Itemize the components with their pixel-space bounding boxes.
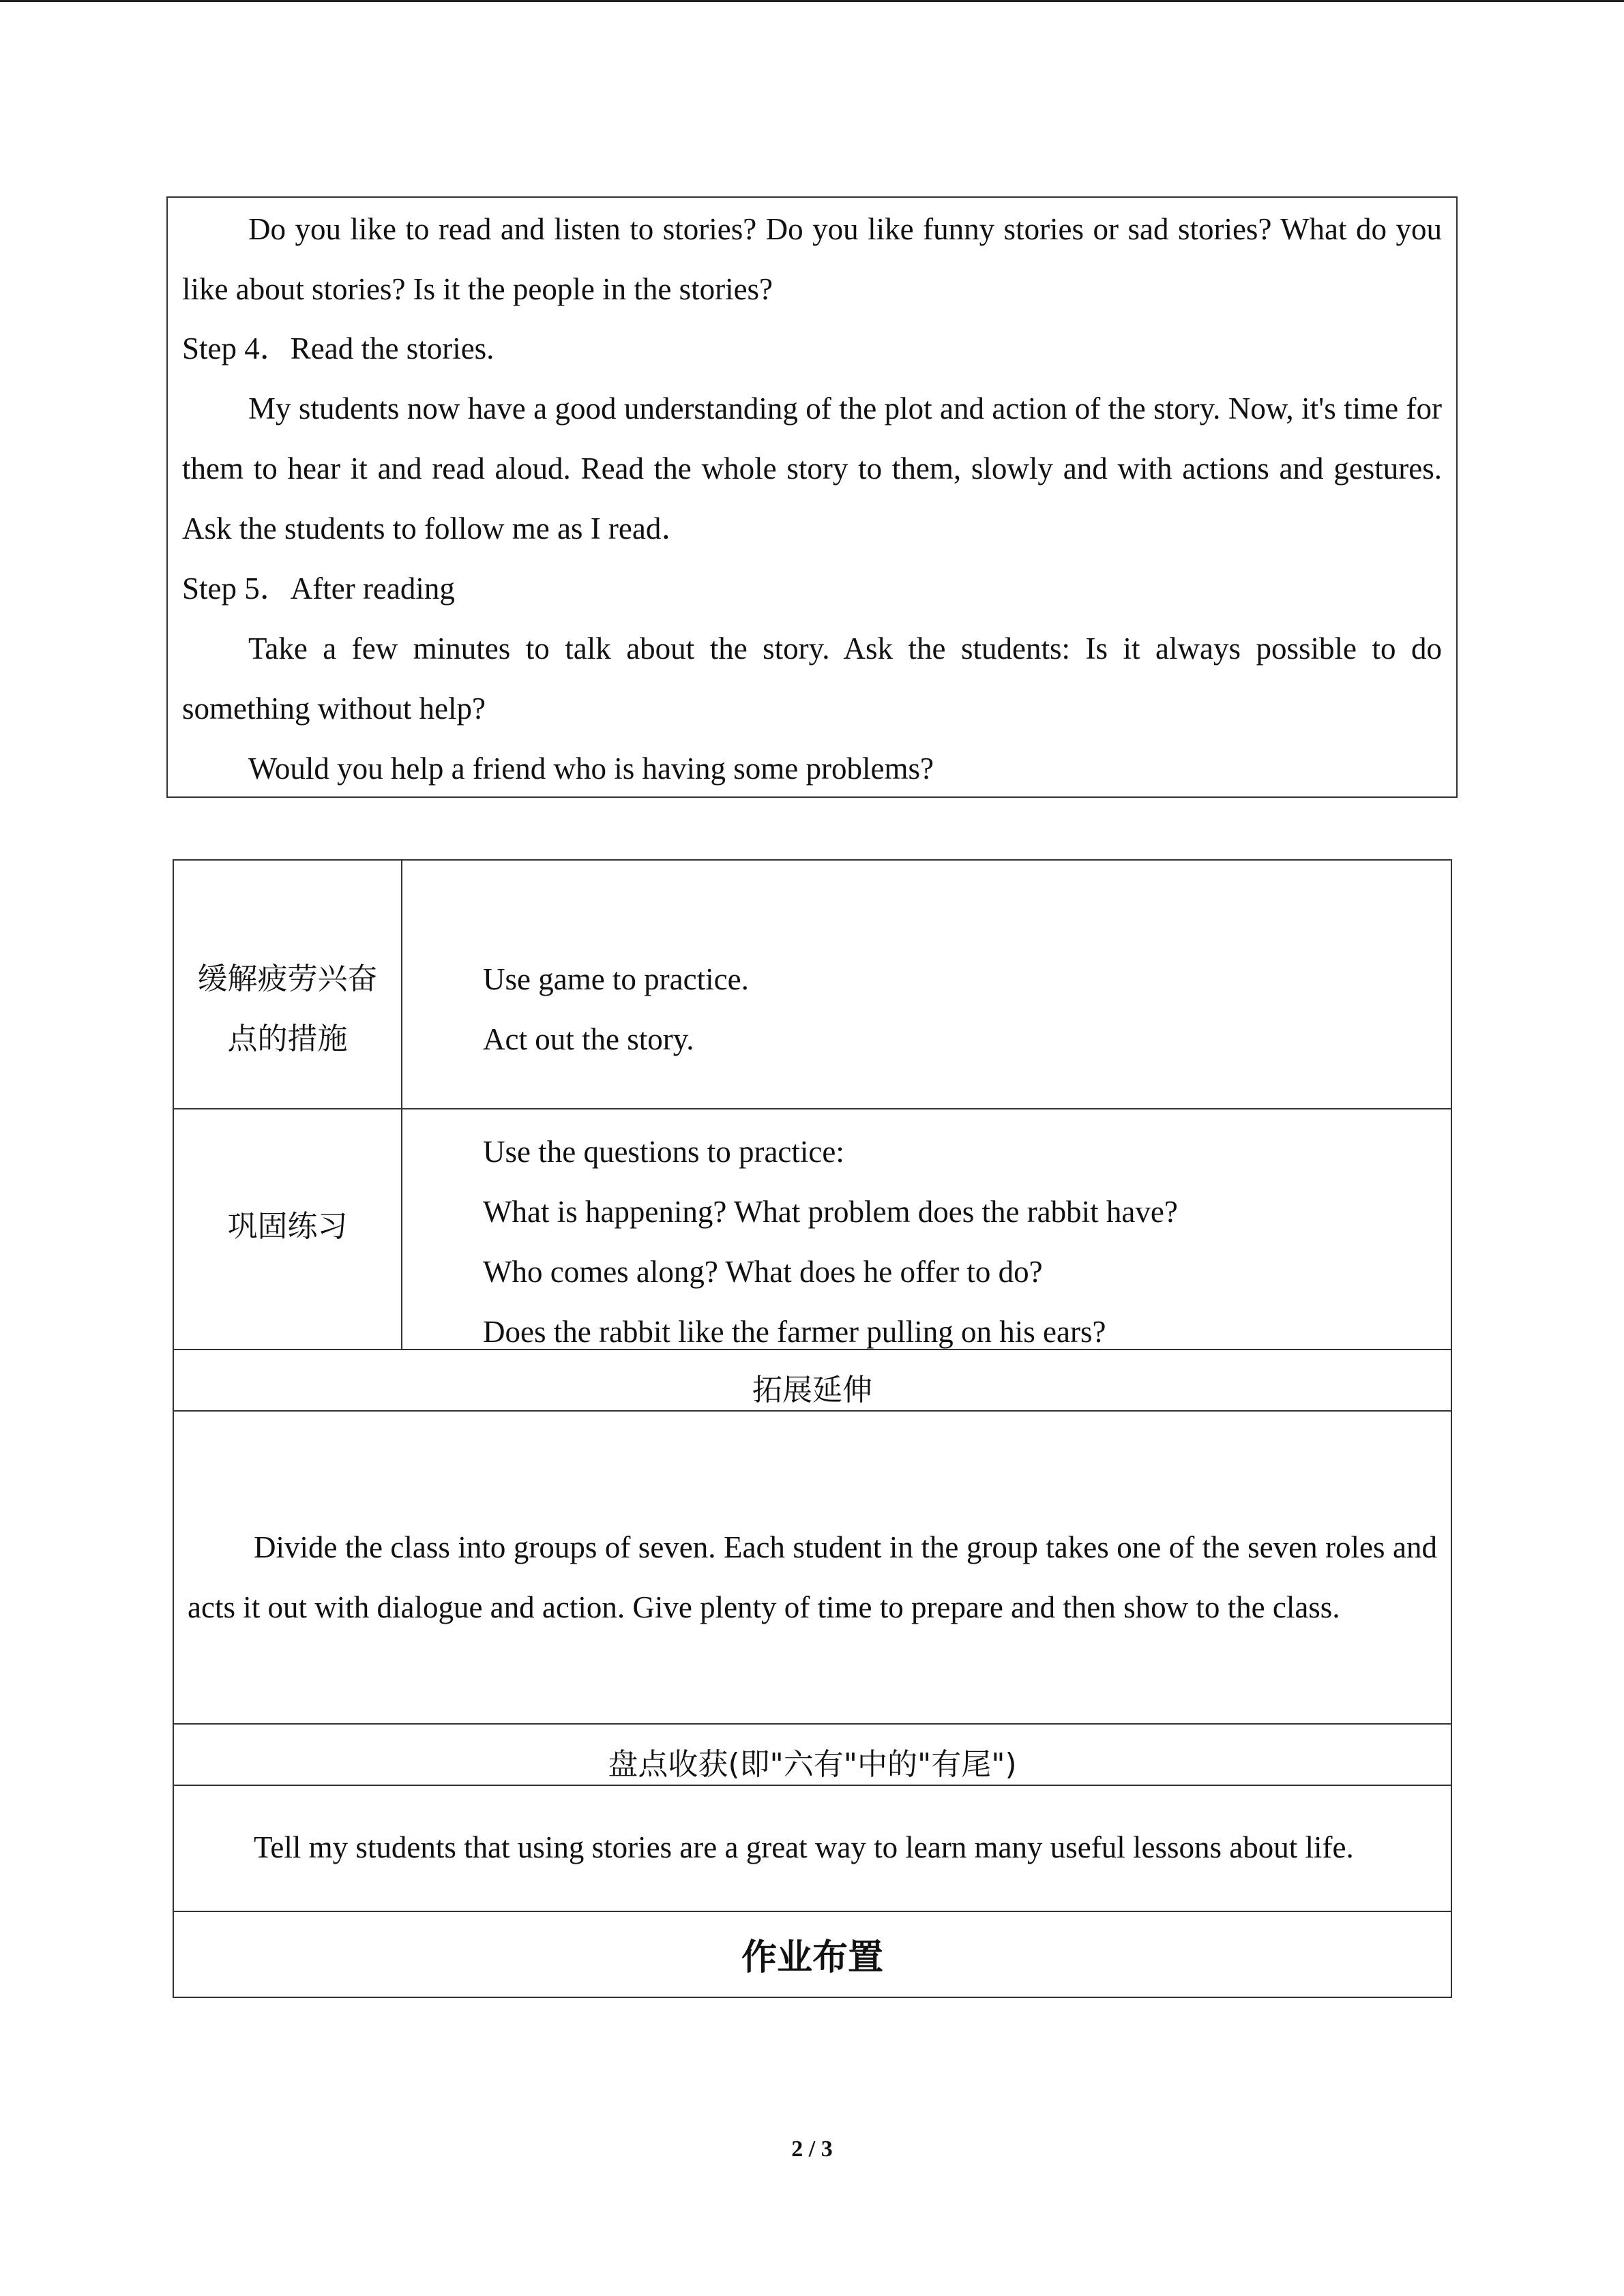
practice-line4: Does the rabbit like the farmer pulling on his ears? <box>483 1315 1106 1349</box>
row-divider <box>174 1911 1451 1912</box>
fatigue-relief-label-line1: 缓解疲劳兴奋 <box>197 961 378 996</box>
step-5-paragraph: Take a few minutes to talk about the story. Ask the students: Is it always possible to do something without help? <box>182 631 1442 726</box>
consolidation-practice-label: 巩固练习 <box>227 1209 348 1244</box>
practice-line2: What is happening? What problem does the rabbit have? <box>483 1195 1178 1229</box>
lesson-steps-box <box>166 196 1458 798</box>
homework-header: 作业布置 <box>741 1937 883 1978</box>
intro-questions-paragraph: Do you like to read and listen to stories? Do you like funny stories or sad stories? What do you like about stories? Is it the people in the stories? <box>182 212 1442 306</box>
fatigue-relief-line1: Use game to practice. <box>483 962 749 996</box>
lesson-plan-table <box>173 859 1452 1998</box>
label-column-divider <box>401 861 402 1350</box>
fatigue-relief-label-line2: 点的措施 <box>227 1022 348 1056</box>
extension-header: 拓展延伸 <box>752 1373 872 1407</box>
summary-header: 盘点收获(即"六有"中的"有尾") <box>608 1747 1017 1782</box>
practice-line1: Use the questions to practice: <box>483 1135 844 1169</box>
fatigue-relief-line2: Act out the story. <box>483 1022 694 1056</box>
top-border-line <box>0 0 1624 2</box>
row-divider <box>174 1108 1451 1109</box>
step-5-question: Would you help a friend who is having some problems? <box>248 751 934 786</box>
practice-line3: Who comes along? What does he offer to do? <box>483 1255 1043 1289</box>
step-4-heading: Step 4．Read the stories. <box>182 331 494 366</box>
page-number: 2 / 3 <box>791 2136 833 2162</box>
row-divider <box>174 1723 1451 1725</box>
step-4-paragraph: My students now have a good understanding of the plot and action of the story. Now, it's time for them to hear it and read aloud. Read the whole story to them, slowly and with actions and gestures. Ask the students to follow me as I read． <box>182 391 1442 546</box>
extension-paragraph: Divide the class into groups of seven. Each student in the group takes one of the seven roles and acts it out with dialogue and action. Give plenty of time to prepare and then show to the class. <box>188 1530 1437 1624</box>
summary-paragraph: Tell my students that using stories are a great way to learn many useful lessons about life. <box>254 1830 1354 1864</box>
step-5-heading: Step 5．After reading <box>182 571 455 606</box>
